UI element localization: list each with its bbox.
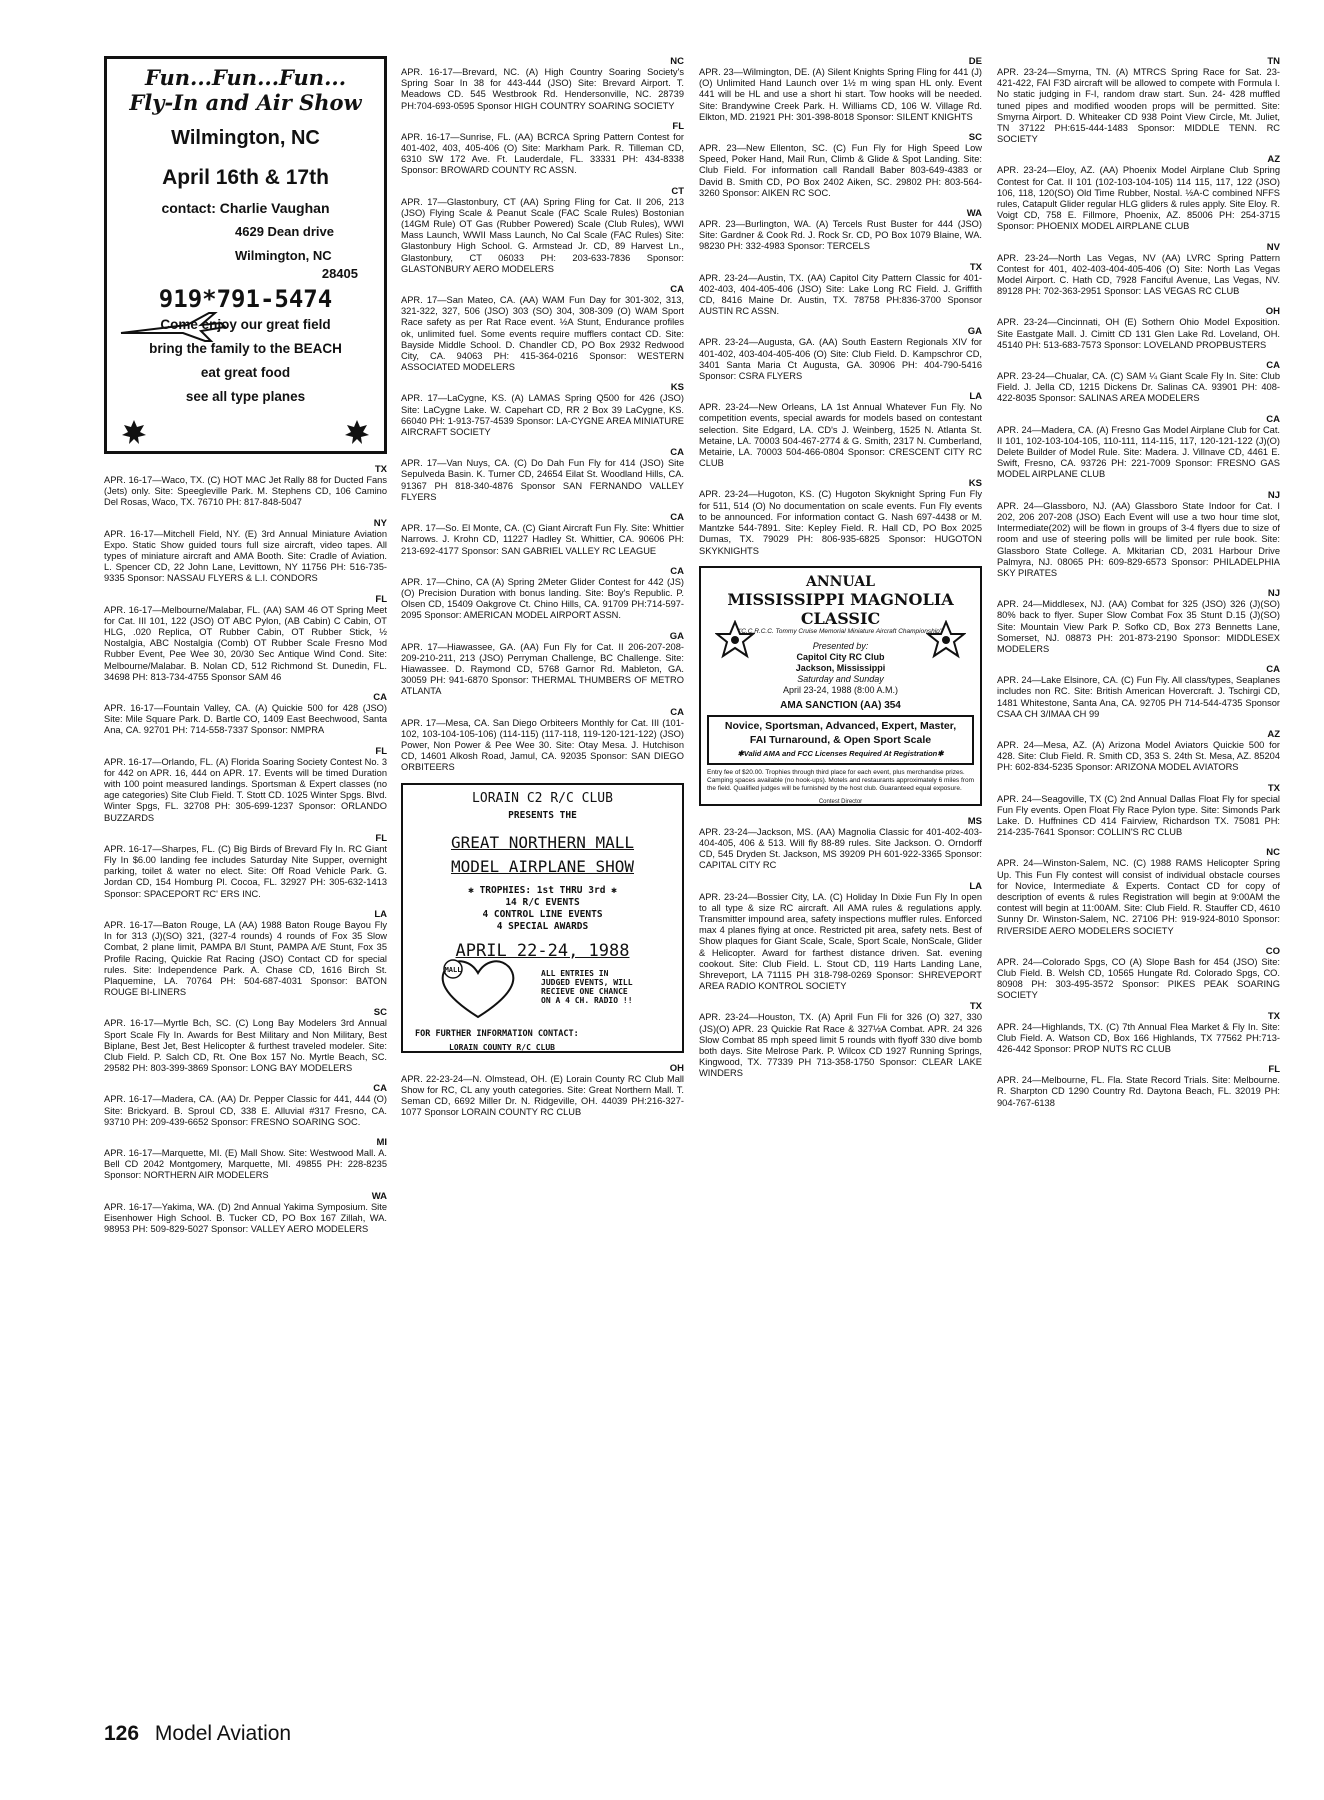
ad-address <box>107 220 384 268</box>
ad-subtitle: "C.C.R.C.C. Tommy Cruise Memorial Miniature Aircraft Championship" <box>738 627 943 635</box>
event-list <box>997 56 1280 1109</box>
ad-presented-by: Presented by: <box>812 640 869 651</box>
state-code: CA <box>373 692 387 704</box>
ad-headline-line-2: Fly-In and Air Show <box>129 90 362 115</box>
event-text: APR. 23-24—Chualar, CA. (C) SAM ¼ Giant Scale Fly In. Site: Club Field. J. Jella CD, 1215 Dickens Dr. Salinas CA. 93901 PH: 408-422-8035 Sponsor: SALINAS AREA MODELERS <box>997 371 1280 404</box>
state-code: FL <box>375 832 387 844</box>
state-code: CA <box>670 284 684 296</box>
ad-headline-line-1: Fun...Fun...Fun... <box>144 65 347 90</box>
event-text: APR. 23-24—Bossier City, LA. (C) Holiday In Dixie Fun Fly In open to all type & size RC aircraft. All AMA rules & regulations apply. Transmitter impound area, safety inspections muffler rules. Enforced max 4 planes flying at once. Restricted pit area, safety nets. Best of Show plaques for Giant Scale, Scale, Sport Scale, NonScale, Glider & Helicopter. Award for farthest distance driven. Sat. evening cookout. Site: Club Field. L. Stout CD, 119 Harts Landing Lane, Shreveport, LA 71115 PH 318-798-0269 Sponsor: SHREVEPORT AREA RADIO KONTROL SOCIETY <box>699 891 982 992</box>
ad-cd-name <box>701 805 980 806</box>
event-list <box>699 816 982 1080</box>
state-code: KS <box>670 382 684 394</box>
state-code: MI <box>376 1136 387 1148</box>
maple-leaf-icon <box>344 419 370 445</box>
state-code: SC <box>968 132 982 144</box>
event-text: APR. 23-24—Hugoton, KS. (C) Hugoton Skyknight Spring Fun Fly for 511, 514 (O) No documentation on scale events. Fun Fly events to be announced. For information contact G. Nash 697-4438 or M. Mantzke 544-7891. Site: Kepley Field. R. Hall CD, PO Box 2025 Dumas, TX. 79029 PH: 806-935-6825 Sponsor: HUGOTON SKYKNIGHTS <box>699 489 982 556</box>
state-code: DE <box>968 56 982 67</box>
event-text: APR. 17—Chino, CA (A) Spring 2Meter Glider Contest for 442 (JS)(O) Precision Duration with bonus landing. Site: Boy's Republic. P. Olsen CD, 15409 Oakgrove Ct. Chino Hills, CA. 91709 PH:714-597-2095 Sponsor: AMERICAN MODEL AIRPORT ASSN. <box>401 576 684 621</box>
state-code: SC <box>373 1007 387 1019</box>
event-listing <box>104 464 387 509</box>
event-text: APR. 16-17—Sharpes, FL. (C) Big Birds of Brevard Fly In. RC Giant Fly In $6.00 landing fee includes Saturday Nite Supper, overnight parking, toilet & water no elect. Site: Off Road Vehicle Park. G. Jordan CD, 154 Homburg Pl. Cocoa, FL. 32927 PH: 305-632-1413 Sponsor: SPACEPORT RC' ERS INC. <box>104 843 387 899</box>
page-footer <box>104 1722 291 1746</box>
event-list <box>104 464 387 1235</box>
event-text: APR. 23-24—North Las Vegas, NV (AA) LVRC Spring Pattern Contest for 401, 402-403-404-405-406 (O) Site: North Las Vegas Model Airport. C. Hath CD, 7928 Fanciful Avenue, Las Vegas, NV. 89128 PH: 702-363-2951 Sponsor: LAS VEGAS RC CLUB <box>997 252 1280 297</box>
ad-club-name: LORAIN C2 R/C CLUB <box>472 790 613 806</box>
state-code: GA <box>669 630 684 642</box>
state-code: TX <box>969 261 982 273</box>
state-code: NY <box>373 517 387 529</box>
ad-date: April 23-24, 1988 (8:00 A.M.) <box>782 684 899 695</box>
event-text: APR. 24—Lake Elsinore, CA. (C) Fun Fly. All class/types, Seaplanes includes non RC. Site: British American Hovercraft. J. Tschirgi CD, 1481 Whitestone, Santa Ana, CA. 92705 PH 714-544-4735 Sponsor CSAA CH 3/IMAA CH 99 <box>997 675 1280 719</box>
event-text: APR. 16-17—Sunrise, FL. (AA) BCRCA Spring Pattern Contest for 401-402, 403, 405-406 (O) Site: Markham Park. R. Tilleman CD, 6310 SW 172 Ave. Ft. Lauderdale, FL. 33331 PH: 434-8338 Sponsor: BROWARD COUNTY RC ASSN. <box>401 131 684 176</box>
event-listing <box>104 692 387 737</box>
event-text: APR. 23-24—New Orleans, LA 1st Annual Whatever Fun Fly. No competition events, special awards for models based on contestant selection. Site Edgard, LA. CD's J. Weinberg, 1525 N. Atlanta St. Metaine, LA. 70003 504-467-2774 & G. Smith, 2317 N. Cumberland, Metairie, LA. 70003 504-466-0804 Sponsor: CRESCENT CITY RC CLUB <box>699 402 982 469</box>
event-listing <box>401 1063 684 1119</box>
ad-tagline-2: bring the family to the BEACH <box>149 341 342 356</box>
airplane-icon <box>117 307 227 347</box>
event-text: APR. 16-17—Myrtle Bch, SC. (C) Long Bay Modelers 3rd Annual Sport Scale Fly In. Awards for Best Military and Non Military, Best Biplane, Best Jet, Best Helicopter & furthest traveled modeler. Site: Club Field. P. Salch CD, Rt. One Box 157 No. Myrtle Beach, SC. 29582 PH: 803-399-3869 Sponsor: LONG BAY MODELERS <box>104 1018 387 1074</box>
event-text: APR. 23-24—Eloy, AZ. (AA) Phoenix Model Airplane Club Spring Contest for Cat. II 101 (102-103-104-105) 114 115, 117, 122 (JSO) 106, 118, 120(SO) Old Time Rubber, Nostal. ½A-C combined NFFS rules, Catapult Glider regular HLG gliders & rules apply. Site Eloy. R. Voigt CD, 758 E. Fillmore, Phoenix, AZ. 85006 PH: 254-3715 Sponsor: PHOENIX MODEL AIRPLANE CLUB <box>997 165 1280 232</box>
ad-club: Capitol City RC Club <box>796 651 885 662</box>
event-text: APR. 24—Winston-Salem, NC. (C) 1988 RAMS Helicopter Spring Up. This Fun Fly contest will consist of individual obstacle courses for Novice, Intermediate & Experts. Contact CD for copy of description of events & rules Registration will begin at 9:00AM the contest will begin at 11:00AM. Site: Club Field. R. Stauffer CD, 4610 Sunny Dr. Winston-Salem, NC. 27106 PH: 919-924-8010 Sponsor: RIVERSIDE AERO MODELERS SOCIETY <box>997 858 1280 936</box>
maple-leaf-icon <box>121 419 147 445</box>
event-listing <box>997 783 1280 839</box>
ad-title-2: MODEL AIRPLANE SHOW <box>450 856 635 876</box>
ad-trophies: ✱ TROPHIES: 1st THRU 3rd ✱ <box>468 884 617 896</box>
event-listing <box>401 186 684 275</box>
event-text: APR. 16-17—Fountain Valley, CA. (A) Quickie 500 for 428 (JSO) Site: Mile Square Park. D. Bartle CO, 1409 East Beechwood, Santa Ana, CA. 92701 PH: 714-558-7337 Sponsor: NMPRA <box>104 703 387 736</box>
ad-presents: PRESENTS THE <box>508 809 577 821</box>
event-text: APR. 22-23-24—N. Olmstead, OH. (E) Lorain County RC Club Mall Show for RC, CL any youth categories. Site: Great Northern Mall. T. Seman CD, 6692 Miller Dr. N. Ridgeville, OH. 44039 PH:216-327-1077 Sponsor LORAIN COUNTY RC CLUB <box>401 1073 684 1118</box>
event-listing <box>997 306 1280 351</box>
column-3 <box>699 56 982 1089</box>
event-listing <box>997 414 1280 481</box>
event-list <box>401 56 684 774</box>
event-listing <box>401 566 684 622</box>
state-code: NV <box>1266 241 1280 253</box>
event-text: APR. 23-24—Jackson, MS. (AA) Magnolia Classic for 401-402-403-404-405, 406 & 513. Will fly 88-89 rules. Site Jackson. O. Orndorff CD, 545 Dryden St. Jackson, MS 39209 PH 601-922-3365 Sponsor: CAPITAL CITY RC <box>699 826 982 871</box>
ad-address-line-2: Wilmington, NC <box>235 248 332 263</box>
event-listing <box>104 746 387 824</box>
state-code: LA <box>374 908 387 920</box>
event-text: APR. 24—Middlesex, NJ. (AA) Combat for 325 (JSO) 326 (J)(SO) 80% back to flyer. Super Slow Combat Fox 35 Stunt D.15 (J)(SO) Site: Mountain View Park P. Sofko CD, Box 273 Bennetts Lane, Somerset, NJ. 08873 PH: 201-873-2190 Sponsor: MIDDLESEX MODELERS <box>997 599 1280 654</box>
event-text: APR. 17—San Mateo, CA. (AA) WAM Fun Day for 301-302, 313, 321-322, 327, 506 (JSO) 303 (SO) 304, 308-309 (O) WAM Sport Race safety as per Rat Race event. ½A Stunt, Endurance profiles ok, unlimited fuel. Some events require mufflers contact CD. Site: Bayside Middle School. D. Chandler CD, PO Box 2932 Redwood City, CA. 94063 PH: 415-364-0216 Sponsor: WESTERN ASSOCIATED MODELERS <box>401 295 684 373</box>
ad-control-line-events: 4 CONTROL LINE EVENTS <box>482 908 603 920</box>
state-code: CA <box>1266 413 1280 425</box>
magnolia-classic-ad <box>699 566 982 806</box>
ad-title-1: GREAT NORTHERN MALL <box>450 832 635 852</box>
event-text: APR. 23—Burlington, WA. (A) Tercels Rust Buster for 444 (JSO) Site: Gardner & Cook Rd. J. Rock Sr. CD, PO Box 1079 Blaine, WA. 98230 PH: 332-4983 Sponsor: TERCELS <box>699 219 982 252</box>
state-code: AZ <box>1267 728 1280 740</box>
state-code: AZ <box>1267 154 1280 166</box>
state-code: CA <box>670 706 684 718</box>
ad-contact-line <box>449 1052 560 1053</box>
event-text: APR. 23—New Ellenton, SC. (C) Fun Fly for High Speed Low Speed, Poker Hand, Mail Run, Climb & Glide & Spot Landing. Site: Club Field. For information call Randall Baber 803-649-4383 or David B. Smith CD, PO Box 2402 Aiken, SC. 29802 PH: 803-564-3260 Sponsor: AIKEN RC SOC. <box>699 143 982 198</box>
magazine-name: Model Aviation <box>154 1722 292 1745</box>
event-listing <box>401 631 684 698</box>
ad-cd-label: Contest Director <box>818 798 863 805</box>
page-number: 126 <box>104 1722 140 1745</box>
event-text: APR. 16-17—Madera, CA. (AA) Dr. Pepper Classic for 441, 444 (O) Site: Brickyard. B. Sproul CD, 338 E. Alluvial #317 Fresno, CA. 93710 PH: 209-439-6652 Sponsor: FRESNO SOARING SOC. <box>104 1094 387 1127</box>
ad-days: Saturday and Sunday <box>797 673 884 684</box>
event-text: APR. 16-17—Melbourne/Malabar, FL. (AA) SAM 46 OT Spring Meet for Cat. III 101, 122 (JSO) OT ABC Pylon, (AB Cabin) C Cabin, OT HLG, .020 Replica, OT Rubber Cabin, OT Rubber Stick, ½ Nostalgia, ABC Nostalgia (Comb) OT Rubber Scale Fresno Mod Rubber Event, Pee Wee 30, 20/30 Sec Antique Wind Cond. Site: Melbourne/Malabar. B. Nolan CD, 512 Richmond St. Dunedin, FL. 34698 PH: 813-734-4755 Sponsor SAM 46 <box>104 604 387 682</box>
ad-date: APRIL 22-24, 1988 <box>455 940 630 961</box>
event-listing <box>401 447 684 503</box>
state-code: WA <box>966 208 982 220</box>
event-list <box>401 1063 684 1119</box>
event-listing <box>699 1001 982 1079</box>
state-code: KS <box>968 478 982 490</box>
ad-address-line-1: 4629 Dean drive <box>235 224 335 239</box>
event-text: APR. 24—Highlands, TX. (C) 7th Annual Flea Market & Fly In. Site: Club Field. A. Watson CD, Box 166 Highlands, TX 77562 PH:713-426-442 Sponsor: PROP NUTS RC CLUB <box>997 1021 1280 1054</box>
ad-zip: 28405 <box>321 266 358 281</box>
event-text: APR. 24—Mesa, AZ. (A) Arizona Model Aviators Quickie 500 for 428. Site: Club Field. R. Smith CD, 353 S. 24th St. Mesa, AZ. 85204 PH: 602-834-5235 Sponsor: ARIZONA MODEL AVIATORS <box>997 739 1280 773</box>
state-code: CO <box>1265 945 1280 957</box>
mall-heart-icon <box>433 955 523 1021</box>
event-text: APR. 23-24—Cincinnati, OH (E) Sothern Ohio Model Exposition. Site Eastgate Mall. J. Cimitt CD 131 Glen Lake Rd. Loveland, OH. 45140 PH: 513-683-7573 Sponsor: LOVELAND PROPBUSTERS <box>997 317 1280 350</box>
column-4 <box>997 56 1280 1118</box>
lorain-mall-show-ad <box>401 783 684 1053</box>
event-listing <box>104 1007 387 1074</box>
event-listing <box>997 1011 1280 1056</box>
state-code: TX <box>1267 1010 1280 1022</box>
ad-contact: contact: Charlie Vaughan <box>161 200 330 216</box>
event-listing <box>104 1083 387 1128</box>
event-text: APR. 17—So. El Monte, CA. (C) Giant Aircraft Fun Fly. Site: Whittier Narrows. J. Krohn CD, 11227 Hadley St. Whittier, CA. 90606 PH: 213-692-4177 Sponsor: SAN GABRIEL VALLEY RC LEAGUE <box>401 523 684 556</box>
ad-further-info: FOR FURTHER INFORMATION CONTACT: <box>415 1028 579 1039</box>
state-code: NC <box>1266 847 1280 859</box>
magnolia-flower-icon <box>926 620 966 660</box>
state-code: LA <box>969 391 982 403</box>
state-code: FL <box>672 120 684 132</box>
ad-entries-note: ALL ENTRIES IN JUDGED EVENTS, WILL RECIEVE ONE CHANCE ON A 4 CH. RADIO !! <box>541 968 633 1005</box>
event-listing <box>699 262 982 318</box>
ad-tagline-4: see all type planes <box>185 389 306 404</box>
event-text: APR. 23-24—Smyrna, TN. (A) MTRCS Spring Race for Sat. 23- 421-422, FAI F3D aircraft will be allowed to compete with Formula I. No static judging in F-I, random draw start. Sun. 24- 428 muffled tuned pipes and modified wooden props will be permitted. Site: Smyrna Airport. D. Whiteaker CD 938 Point View Circle, Mt. Juliet, TN 37122 PH:615-444-1483 Sponsor: MIDDLE TENN. RC SOCIETY <box>997 67 1280 145</box>
state-code: TX <box>969 1001 982 1013</box>
magnolia-flower-icon <box>715 620 755 660</box>
event-listing <box>699 208 982 253</box>
event-text: APR. 17—Hiawassee, GA. (AA) Fun Fly for Cat. II 206-207-208-209-210-211, 213 (JSO) Perryman Challenge, BC Challenge. Site: Hiawassee. D. Raymond CD, 5768 Garnor Rd. Mableton, GA. 30059 PH: 941-6870 Sponsor: THERMAL THUMBERS OF METRO ATLANTA <box>401 641 684 697</box>
event-listing <box>401 512 684 557</box>
column-1 <box>104 56 387 1244</box>
event-text: APR. 17—Mesa, CA. San Diego Orbiteers Monthly for Cat. III (101-102, 103-104-105-106) (114-115) (117-118, 119-120-121-122) (JSO) Power, Non Power & Pee Wee 30. Site: Otay Mesa. J. Hutchison CD, 14601 Alkosh Road, Jamul, CA. 92035 Sponsor: SAN DIEGO ORBITEERS <box>401 717 684 773</box>
state-code: FL <box>1268 1064 1280 1076</box>
state-code: LA <box>969 880 982 892</box>
event-listing <box>401 56 684 112</box>
ad-headline <box>107 65 384 115</box>
event-listing <box>401 284 684 373</box>
wilmington-flyin-ad <box>104 56 387 454</box>
event-text: APR. 24—Colorado Spgs, CO (A) Slope Bash for 454 (JSO) Site: Club Field. B. Welsh CD, 10565 Hungate Rd. Colorado Spgs, CO. 80908 PH: 303-495-3572 Sponsor: PIKES PEAK SOARING SOCIETY <box>997 956 1280 1001</box>
event-listing <box>699 326 982 382</box>
event-listing <box>997 664 1280 720</box>
event-text: APR. 16-17—Yakima, WA. (D) 2nd Annual Yakima Symposium. Site Eisenhower High School. B. Tucker CD, PO Box 167 Zillah, WA. 98953 PH: 509-829-5027 Sponsor: VALLEY AERO MODELERS <box>104 1201 387 1234</box>
state-code: CA <box>670 565 684 577</box>
ad-dates: April 16th & 17th <box>162 166 329 189</box>
state-code: OH <box>1265 306 1280 318</box>
event-listing <box>699 478 982 556</box>
state-code: CT <box>671 185 684 197</box>
event-listing <box>104 833 387 900</box>
event-text: APR. 24—Melbourne, FL. Fla. State Record Trials. Site: Melbourne. R. Sharpton CD 1290 Country Rd. Daytona Beach, FL. 32019 PH: 904-767-6138 <box>997 1075 1280 1108</box>
event-listing <box>699 132 982 199</box>
ad-rc-events: 14 R/C EVENTS <box>505 896 580 908</box>
ad-city: Wilmington, NC <box>171 127 320 149</box>
event-listing <box>401 382 684 438</box>
ad-contest-director <box>701 799 980 806</box>
ad-awards <box>403 885 682 933</box>
event-listing <box>997 588 1280 655</box>
event-text: APR. 16-17—Marquette, MI. (E) Mall Show. Site: Westwood Mall. A. Bell CD 2042 Montgomery, Marquette, MI. 49855 PH: 228-8235 Sponsor: NORTHERN AIR MODELERS <box>104 1147 387 1181</box>
state-code: NC <box>670 56 684 67</box>
event-text: APR. 23-24—Augusta, GA. (AA) South Eastern Regionals XIV for 401-402, 403-404-405-406 (O) Site: Club Field. D. Kampschror CD, 3401 Santa Maria Ct Augusta, GA. 30906 PH: 404-790-5416 Sponsor: CSRA FLYERS <box>699 337 982 382</box>
event-listing <box>104 909 387 998</box>
event-text: APR. 16-17—Orlando, FL. (A) Florida Soaring Society Contest No. 3 for 442 on APR. 16, 444 on APR. 17. Events will be timed Duration with 100 point measured landings. Sportsman & Expert classes (no age categories) Site Club Field. T. Stott CD. 1025 Winter Spgs. Blvd. Winter Spgs, FL. 32708 PH: 305-699-1237 Sponsor: ORLANDO BUZZARDS <box>104 756 387 823</box>
event-listing <box>104 594 387 683</box>
state-code: TX <box>1267 782 1280 794</box>
event-listing <box>997 946 1280 1002</box>
ad-sanction: AMA SANCTION (AA) 354 <box>780 699 901 711</box>
event-listing <box>699 391 982 469</box>
state-code: FL <box>375 745 387 757</box>
state-code: MS <box>967 815 982 827</box>
event-text: APR. 24—Seagoville, TX (C) 2nd Annual Dallas Float Fly for special Fun Fly events. Open Float Fly Race Pylon type. Site: Simonds Park Lake. D. Huffnines CD 414 Fairview, Richardson TX. 75081 PH: 214-235-7641 Sponsor: COLLIN'S RC CLUB <box>997 793 1280 838</box>
ad-special-awards: 4 SPECIAL AWARDS <box>496 920 589 932</box>
mall-label: MALL <box>444 965 462 974</box>
ad-classes: Novice, Sportsman, Advanced, Expert, Master, <box>724 719 957 732</box>
event-listing <box>401 121 684 177</box>
event-text: APR. 24—Glassboro, NJ. (AA) Glassboro State Indoor for Cat. I 202, 206 207-208 (JSO) Each Event will use a two hour time slot, Intermediate(202) will be flown in groups of 3-4 flyers due to size of room and use of steering polls will be limited per rule book. Site: Glassboro State College. A. Mkitarian CD, 2031 Harbour Drive Palmyra, NJ. 08065 PH: 609-829-6573 Sponsor: PHILADELPHIA SKY PIRATES <box>997 500 1280 578</box>
state-code: CA <box>373 1083 387 1095</box>
event-text: APR. 16-17—Mitchell Field, NY. (E) 3rd Annual Miniature Aviation Expo. Static Show guided tours full size aircraft, video tapes. All types of miniature aircraft and AMA Booth. Site: Cradle of Aviation. L. Spencer CD, 22 John Lane, Levittown, NY 11756 PH: 516-735-9335 Sponsor: NASSAU FLYERS & L.I. CONDORS <box>104 528 387 584</box>
state-code: WA <box>371 1190 387 1202</box>
event-listing <box>997 847 1280 936</box>
event-text: APR. 17—Van Nuys, CA. (C) Do Dah Fun Fly for 414 (JSO) Site Sepulveda Basin. K. Turner CD, 24654 Eilat St. Woodland Hills, CA. 91367 PH 818-340-4876 Sponsor SAN FERNANDO VALLEY FLYERS <box>401 458 684 502</box>
ad-location: Jackson, Mississippi <box>795 662 886 673</box>
ad-contact-block <box>449 1043 560 1053</box>
state-code: CA <box>670 512 684 524</box>
event-text: APR. 23—Wilmington, DE. (A) Silent Knights Spring Fling for 441 (J)(O) Unlimited Hand Launch over 1½ m wing span HL only. Event 441 will be HL and use a short hi start. Tow hooks will be needed. Site: Brandywine Creek Park. H. Williams CD, 106 W. Village Rd. Elkton, MD. 21921 PH: 301-398-8018 Sponsor: SILENT KNIGHTS <box>699 67 982 122</box>
event-listing <box>401 707 684 774</box>
state-code: CA <box>1266 664 1280 676</box>
state-code: FL <box>375 593 387 605</box>
column-2 <box>401 56 684 1127</box>
event-text: APR. 23-24—Austin, TX. (AA) Capitol City Pattern Classic for 401-402-403, 404-405-406 (JSO) Site: Lake Long RC Field. J. Griffith CD, 8416 Maine Dr. Austin, TX. 78758 PH:836-3700 Sponsor AUSTIN RC ASSN. <box>699 272 982 317</box>
ad-license-note: ✱Valid AMA and FCC Licenses Required At Registration✱ <box>737 748 944 758</box>
state-code: NJ <box>1267 588 1280 600</box>
state-code: TN <box>1267 56 1280 67</box>
event-listing <box>997 1064 1280 1109</box>
ad-details: Entry fee of $20.00. Trophies through third place for each event, plus merchandise prizes. Camping spaces available (no hook-ups). Motels and restaurants approximately 6 miles from the field. Qualified judges will be furnished by the host club. Guaranteed equal exposure. <box>707 768 974 792</box>
ad-tagline-1: Come enjoy our great field <box>160 317 331 332</box>
event-text: APR. 17—LaCygne, KS. (A) LAMAS Spring Q500 for 426 (JSO) Site: LaCygne Lake. W. Capehart CD, RR 2 Box 39 LaCygne, KS. 66040 PH: 1-913-757-4539 Sponsor: LA-CYGNE AREA MINIATURE AIRCRAFT SOCIETY <box>401 393 684 438</box>
event-listing <box>997 56 1280 145</box>
ad-title-main: MISSISSIPPI MAGNOLIA CLASSIC <box>727 589 954 628</box>
event-listing <box>997 490 1280 579</box>
event-text: APR. 17—Glastonbury, CT (AA) Spring Fling for Cat. II 206, 213 (JSO) Flying Scale & Peanut Scale (FAC Scale Rules) Bostonian (14GM Rule) OT Gas (Rubber Powered) Scale (Club Rules), WWI Mass Launch, WWII Mass Launch, No Cal Scale (FAC Rules) Site: Glastonbury High School. G. Armstead Jr. CD, 89 Harvest Ln., Glastonbury, CT 06033 PH: 203-633-7836 Sponsor: GLASTONBURY AERO MODELERS <box>401 196 684 274</box>
state-code: TX <box>374 464 387 475</box>
ad-title-annual: ANNUAL <box>806 573 875 590</box>
event-listing <box>699 56 982 123</box>
event-listing <box>699 881 982 993</box>
ad-contact-line: LORAIN COUNTY R/C CLUB <box>449 1042 555 1052</box>
ad-classes-box <box>707 715 974 765</box>
event-listing <box>699 816 982 872</box>
event-listing <box>997 242 1280 298</box>
state-code: CA <box>670 447 684 459</box>
state-code: GA <box>967 326 982 338</box>
event-text: APR. 16-17—Baton Rouge, LA (AA) 1988 Baton Rouge Bayou Fly In for 313 (J)(SO) 321, (327-4 rounds) 4 rounds of Fox 35 Slow Combat, 2 plane limit, PAMPA B/I Stunt, PAMPA A/E Stunt, Fox 35 Profile Racing, Quickie Rat Racing (JSO) Contact CD for special rules. Site: Independence Park. A. Chase CD, 1616 Birch St. Plaquemine, LA. 70764 PH: 504-687-4031 Sponsor: BATON ROUGE BI-LINERS <box>104 919 387 998</box>
ad-tagline-3: eat great food <box>200 365 291 380</box>
event-text: APR. 24—Madera, CA. (A) Fresno Gas Model Airplane Club for Cat. II 101, 102-103-104-105, 110-111, 114-115, 117, 120-121-122 (J)(O) Delete Builder of Model Rule. Site: Madera. J. Villnave CD, 4461 E. Swift, Fresno, CA. 93726 PH: 221-7009 Sponsor: FRESNO GAS MODEL AIRPLANE CLUB <box>997 424 1280 480</box>
event-text: APR. 16-17—Brevard, NC. (A) High Country Soaring Society's Spring Soar In 38 for 443-444 (JSO) Site: Brevard Airport. T. Meadows CD. 545 Westbrook Rd. Hendersonville, NC. 28739 PH:704-693-0595 Sponsor HIGH COUNTRY SOARING SOCIETY <box>401 67 684 111</box>
event-listing <box>104 518 387 585</box>
event-listing <box>997 729 1280 774</box>
event-list <box>699 56 982 557</box>
event-listing <box>104 1191 387 1236</box>
event-text: APR. 16-17—Waco, TX. (C) HOT MAC Jet Rally 88 for Ducted Fans (Jets) only. Site: Speegleville Park. M. Stephens CD, 106 Camino Del Rosas, Waco, TX. 76710 PH: 817-848-5047 <box>104 475 387 508</box>
event-listing <box>104 1137 387 1182</box>
event-text: APR. 23-24—Houston, TX. (A) April Fun Fli for 326 (O) 327, 330 (JS)(O) APR. 23 Quickie Rat Race & 327½A Combat. APR. 24 326 Slow Combat 85 mph speed limit 5 rounds with flyoff 330 dive bomb both days. Site Melrose Park. P. Wilcox CD 1927 Running Springs, Kingwood, TX. 77339 PH 713-358-1750 Sponsor: CLEAR LAKE WINDERS <box>699 1012 982 1079</box>
event-listing <box>997 360 1280 405</box>
state-code: OH <box>669 1062 684 1074</box>
ad-phone: 919*791-5474 <box>158 285 333 313</box>
ad-classes: FAI Turnaround, & Open Sport Scale <box>749 733 932 746</box>
event-listing <box>997 154 1280 232</box>
state-code: NJ <box>1267 489 1280 501</box>
state-code: CA <box>1266 360 1280 372</box>
